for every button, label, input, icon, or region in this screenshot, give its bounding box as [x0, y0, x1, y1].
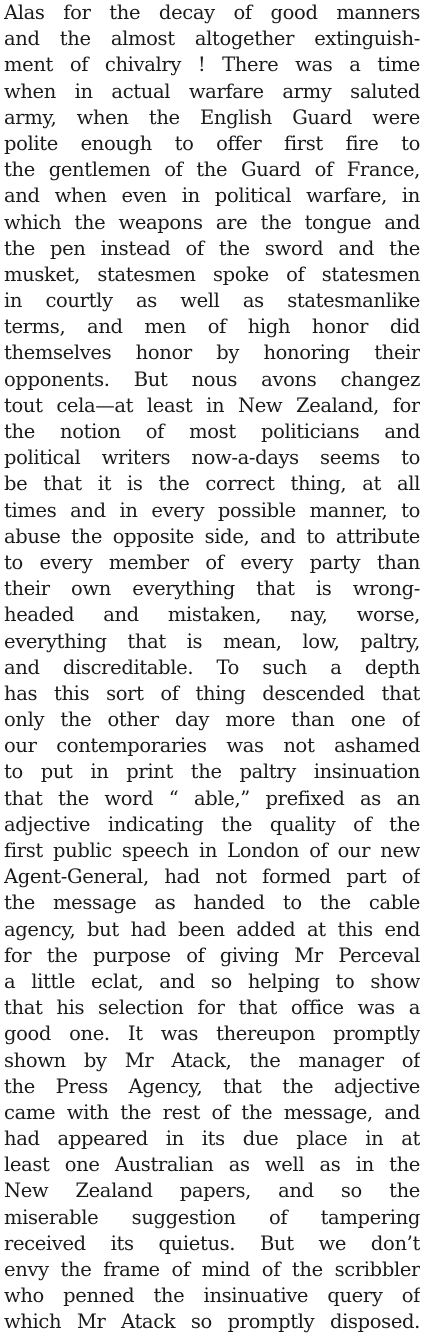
text-line: times and in every possible manner, to [4, 498, 420, 522]
text-line: in courtly as well as statesmanlike [4, 289, 420, 313]
text-line: has this sort of thing descended that [4, 681, 420, 705]
text-line: received its quietus. But we don’t [4, 1231, 420, 1255]
text-line: a little eclat, and so helping to show [4, 969, 420, 993]
text-line: political writers now-a-days seems to [4, 446, 420, 470]
text-line: and discreditable. To such a depth [4, 655, 420, 679]
text-line: when in actual warfare army saluted [4, 79, 420, 103]
text-line: and the almost altogether extinguish- [4, 27, 420, 51]
text-line: terms, and men of high honor did [4, 315, 420, 339]
text-line: the Press Agency, that the adjective [4, 1074, 420, 1098]
text-line: New Zealand papers, and so the [4, 1179, 420, 1203]
text-line: our contemporaries was not ashamed [4, 734, 420, 758]
text-line: who penned the insinuative query of [4, 1284, 420, 1308]
text-line: to put in print the paltry insinuation [4, 760, 420, 784]
text-line: good one. It was thereupon promptly [4, 1022, 420, 1046]
text-line: which Mr Atack so promptly disposed. [4, 1310, 420, 1334]
text-line: came with the rest of the message, and [4, 1100, 420, 1124]
text-line: ment of chivalry ! There was a time [4, 53, 420, 77]
text-line: and when even in political warfare, in [4, 184, 420, 208]
text-line: the message as handed to the cable [4, 891, 420, 915]
text-line: the notion of most politicians and [4, 420, 420, 443]
text-line: only the other day more than one of [4, 708, 420, 732]
text-line: opponents. But nous avons changez [4, 367, 420, 391]
text-line: headed and mistaken, nay, worse, [4, 603, 420, 627]
text-line: which the weapons are the tongue and [4, 210, 420, 234]
text-line: their own everything that is wrong- [4, 577, 420, 601]
text-line: be that it is the correct thing, at all [4, 472, 420, 496]
text-line: musket, statesmen spoke of statesmen [4, 262, 420, 286]
text-line: the pen instead of the sword and the [4, 236, 420, 260]
text-line: first public speech in London of our new [4, 839, 420, 862]
text-line: Agent-General, had not formed part of [4, 865, 420, 889]
text-line: that his selection for that office was a [4, 996, 420, 1020]
text-line: army, when the English Guard were [4, 105, 420, 129]
text-line: polite enough to offer first fire to [4, 131, 420, 155]
text-line: that the word “ able,” prefixed as an [4, 786, 420, 810]
text-line: envy the frame of mind of the scribbler [4, 1258, 420, 1281]
text-line: to every member of every party than [4, 550, 420, 574]
text-line: abuse the opposite side, and to attribute [4, 524, 420, 548]
text-line: adjective indicating the quality of the [4, 812, 420, 836]
text-line: everything that is mean, low, paltry, [4, 629, 420, 653]
article-column [4, 0, 420, 1344]
text-line: tout cela—at least in New Zealand, for [4, 393, 420, 417]
text-line: for the purpose of giving Mr Perceval [4, 943, 420, 967]
text-line: themselves honor by honoring their [4, 341, 420, 365]
text-line: least one Australian as well as in the [4, 1153, 420, 1177]
text-line: shown by Mr Atack, the manager of [4, 1048, 420, 1072]
text-line: had appeared in its due place in at [4, 1127, 420, 1151]
text-line: agency, but had been added at this end [4, 917, 420, 941]
text-line: Alas for the decay of good manners [4, 1, 420, 24]
text-line: miserable suggestion of tampering [4, 1205, 420, 1229]
text-line: the gentlemen of the Guard of France, [4, 158, 420, 182]
